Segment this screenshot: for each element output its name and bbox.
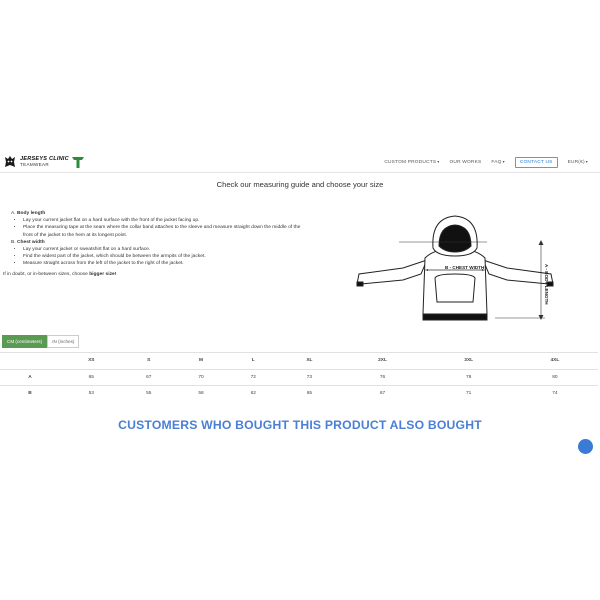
chat-widget-button[interactable]	[578, 439, 593, 454]
table-cell: 67	[339, 386, 425, 402]
table-cell: 78	[426, 369, 512, 386]
size-table-corner	[0, 353, 60, 370]
guide-note	[3, 271, 303, 278]
hoodie-measurement-diagram	[355, 208, 555, 324]
table-cell: 73	[279, 369, 339, 386]
row-label: B	[0, 386, 60, 402]
nav-custom-products-label: CUSTOM PRODUCTS	[384, 160, 437, 165]
size-header: XS	[60, 353, 123, 370]
table-cell: 58	[175, 386, 227, 402]
chest-width-label: B - CHEST WIDTH	[445, 265, 485, 270]
nav-menu	[384, 152, 588, 172]
contact-us-button[interactable]: CONTACT US	[515, 157, 558, 168]
table-row	[0, 386, 598, 402]
currency-selector[interactable]	[568, 159, 588, 165]
brand-sub: TEAMWEAR	[20, 161, 49, 167]
unit-toggle	[2, 335, 79, 348]
body-length-label: A - BODY LENGTH	[544, 264, 549, 305]
size-header: XL	[279, 353, 339, 370]
currency-label: EUR(€)	[567, 160, 585, 165]
guide-note-bold: bigger size!	[89, 271, 117, 277]
size-header: 2XL	[339, 353, 425, 370]
guide-b-step: • Find the widest part of the jacket, which should be between the armpits of the jacket.	[23, 253, 303, 260]
guide-b-step: • Measure straight across from the left of the jacket to the right of the jacket.	[23, 260, 303, 267]
table-cell: 65	[279, 386, 339, 402]
table-cell: 67	[123, 369, 175, 386]
table-cell: 74	[512, 386, 598, 402]
brand-emblem-icon	[71, 155, 85, 169]
nav-custom-products[interactable]	[384, 159, 439, 165]
table-cell: 65	[60, 369, 123, 386]
navbar	[0, 152, 600, 173]
guide-section-a-title: Body length	[16, 211, 46, 216]
brand-logo[interactable]	[2, 154, 85, 170]
size-header: 3XL	[426, 353, 512, 370]
also-bought-heading: CUSTOMERS WHO BOUGHT THIS PRODUCT ALSO BOUGHT	[118, 418, 482, 432]
table-row	[0, 369, 598, 386]
measuring-guide	[3, 210, 303, 278]
brand-name: JERSEYS CLINIC	[20, 155, 69, 162]
nav-our-works[interactable]: OUR WORKS	[449, 159, 482, 165]
row-label: A	[0, 369, 60, 386]
guide-section-b-marker: B.	[11, 239, 17, 245]
guide-a-step: • Place the measuring tape at the seam where the collar band attaches to the sleeve and measure straight down the middle of the front of the jacket to the hem at its longest point.	[23, 224, 303, 238]
unit-tab-in[interactable]: IN (inches)	[47, 335, 79, 348]
chevron-down-icon: ▾	[585, 159, 588, 164]
brand-mascot-icon	[2, 154, 18, 170]
size-guide-heading: Check our measuring guide and choose your size	[216, 180, 384, 189]
table-cell: 71	[426, 386, 512, 402]
table-cell: 76	[339, 369, 425, 386]
table-cell: 72	[227, 369, 279, 386]
nav-faq-label: FAQ	[491, 160, 502, 165]
size-header: S	[123, 353, 175, 370]
guide-section-b-title: Chest width	[16, 239, 45, 245]
unit-tab-cm[interactable]: CM (centimeters)	[2, 335, 47, 348]
chevron-down-icon: ▾	[502, 159, 505, 164]
guide-a-step: • Lay your current jacket flat on a hard surface with the front of the jacket facing up.	[23, 217, 303, 224]
chevron-down-icon: ▾	[437, 159, 440, 164]
guide-section-a	[11, 210, 303, 239]
table-cell: 80	[512, 369, 598, 386]
table-cell: 55	[123, 386, 175, 402]
guide-section-a-marker: A.	[11, 211, 17, 216]
table-cell: 62	[227, 386, 279, 402]
nav-faq[interactable]	[491, 159, 504, 165]
guide-section-b	[11, 239, 303, 268]
size-header: 4XL	[512, 353, 598, 370]
size-table-header-row	[0, 353, 598, 370]
table-cell: 53	[60, 386, 123, 402]
table-cell: 70	[175, 369, 227, 386]
size-header: L	[227, 353, 279, 370]
size-table	[0, 352, 598, 402]
guide-b-step: • Lay your current jacket or sweatshirt flat on a hard surface.	[23, 246, 303, 253]
guide-note-text: If in doubt, or in-between sizes, choose	[3, 271, 88, 277]
size-header: M	[175, 353, 227, 370]
